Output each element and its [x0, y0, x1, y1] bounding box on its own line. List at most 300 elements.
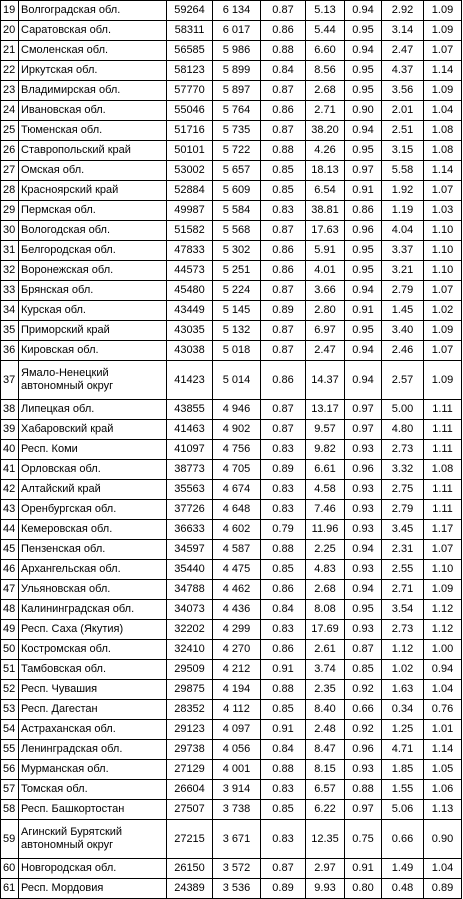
table-row	[1, 121, 462, 141]
value-f-cell: 3.21	[382, 261, 424, 281]
value-g-cell: 1.09	[424, 361, 462, 400]
table-row	[1, 361, 462, 400]
region-name-cell: Респ. Дагестан	[19, 700, 167, 720]
value-a-cell: 55046	[167, 101, 213, 121]
value-f-cell: 2.79	[382, 500, 424, 520]
value-e-cell: 0.94	[345, 361, 382, 400]
value-b-cell: 5 018	[213, 341, 261, 361]
value-c-cell: 0.88	[261, 540, 306, 560]
row-number-cell: 29	[1, 201, 19, 221]
value-f-cell: 1.85	[382, 760, 424, 780]
table-row	[1, 261, 462, 281]
value-d-cell: 9.57	[306, 420, 345, 440]
region-name-cell: Липецкая обл.	[19, 400, 167, 420]
value-d-cell: 8.47	[306, 740, 345, 760]
value-b-cell: 4 056	[213, 740, 261, 760]
value-e-cell: 0.95	[345, 21, 382, 41]
value-b-cell: 4 212	[213, 660, 261, 680]
region-name-cell: Вологодская обл.	[19, 221, 167, 241]
row-number-cell: 53	[1, 700, 19, 720]
value-c-cell: 0.83	[261, 820, 306, 859]
table-row	[1, 341, 462, 361]
row-number-cell: 54	[1, 720, 19, 740]
value-c-cell: 0.83	[261, 780, 306, 800]
value-g-cell: 1.08	[424, 460, 462, 480]
value-f-cell: 3.54	[382, 600, 424, 620]
value-a-cell: 51716	[167, 121, 213, 141]
table-row	[1, 660, 462, 680]
row-number-cell: 32	[1, 261, 19, 281]
value-d-cell: 4.58	[306, 480, 345, 500]
value-g-cell: 1.14	[424, 740, 462, 760]
value-e-cell: 0.97	[345, 420, 382, 440]
value-e-cell: 0.95	[345, 261, 382, 281]
value-a-cell: 26150	[167, 859, 213, 879]
value-c-cell: 0.83	[261, 620, 306, 640]
value-a-cell: 56585	[167, 41, 213, 61]
row-number-cell: 36	[1, 341, 19, 361]
value-g-cell: 1.10	[424, 221, 462, 241]
value-d-cell: 4.83	[306, 560, 345, 580]
table-row	[1, 460, 462, 480]
table-row	[1, 41, 462, 61]
table-row	[1, 720, 462, 740]
value-g-cell: 1.07	[424, 341, 462, 361]
value-a-cell: 41423	[167, 361, 213, 400]
value-g-cell: 1.11	[424, 500, 462, 520]
row-number-cell: 41	[1, 460, 19, 480]
value-f-cell: 3.15	[382, 141, 424, 161]
value-f-cell: 0.66	[382, 820, 424, 859]
value-d-cell: 17.63	[306, 221, 345, 241]
region-name-cell: Орловская обл.	[19, 460, 167, 480]
table-row	[1, 101, 462, 121]
value-f-cell: 2.73	[382, 620, 424, 640]
value-e-cell: 0.95	[345, 600, 382, 620]
value-b-cell: 3 671	[213, 820, 261, 859]
value-f-cell: 4.37	[382, 61, 424, 81]
value-a-cell: 27215	[167, 820, 213, 859]
row-number-cell: 60	[1, 859, 19, 879]
value-f-cell: 1.25	[382, 720, 424, 740]
row-number-cell: 57	[1, 780, 19, 800]
value-d-cell: 8.08	[306, 600, 345, 620]
region-name-cell: Респ. Коми	[19, 440, 167, 460]
value-g-cell: 1.11	[424, 400, 462, 420]
table-row	[1, 580, 462, 600]
value-e-cell: 0.94	[345, 540, 382, 560]
row-number-cell: 38	[1, 400, 19, 420]
value-e-cell: 0.93	[345, 500, 382, 520]
value-c-cell: 0.86	[261, 580, 306, 600]
value-f-cell: 2.92	[382, 1, 424, 21]
value-g-cell: 1.09	[424, 1, 462, 21]
value-a-cell: 49987	[167, 201, 213, 221]
row-number-cell: 44	[1, 520, 19, 540]
value-e-cell: 0.93	[345, 560, 382, 580]
value-f-cell: 4.71	[382, 740, 424, 760]
region-name-cell: Ставропольский край	[19, 141, 167, 161]
value-c-cell: 0.88	[261, 680, 306, 700]
value-e-cell: 0.88	[345, 780, 382, 800]
row-number-cell: 58	[1, 800, 19, 820]
value-b-cell: 5 584	[213, 201, 261, 221]
table-row	[1, 680, 462, 700]
region-name-cell: Ленинградская обл.	[19, 740, 167, 760]
value-f-cell: 0.48	[382, 879, 424, 899]
value-a-cell: 29123	[167, 720, 213, 740]
value-g-cell: 1.02	[424, 301, 462, 321]
value-d-cell: 3.66	[306, 281, 345, 301]
value-c-cell: 0.89	[261, 879, 306, 899]
value-e-cell: 0.95	[345, 81, 382, 101]
value-f-cell: 5.58	[382, 161, 424, 181]
value-c-cell: 0.83	[261, 500, 306, 520]
region-name-cell: Воронежская обл.	[19, 261, 167, 281]
value-e-cell: 0.85	[345, 660, 382, 680]
region-name-cell: Пензенская обл.	[19, 540, 167, 560]
value-e-cell: 0.91	[345, 859, 382, 879]
region-name-cell: Хабаровский край	[19, 420, 167, 440]
value-b-cell: 3 738	[213, 800, 261, 820]
region-name-cell: Респ. Саха (Якутия)	[19, 620, 167, 640]
region-name-cell: Омская обл.	[19, 161, 167, 181]
value-b-cell: 4 946	[213, 400, 261, 420]
value-c-cell: 0.85	[261, 800, 306, 820]
region-name-cell: Смоленская обл.	[19, 41, 167, 61]
value-b-cell: 5 145	[213, 301, 261, 321]
value-g-cell: 1.04	[424, 680, 462, 700]
value-d-cell: 14.37	[306, 361, 345, 400]
value-e-cell: 0.90	[345, 101, 382, 121]
value-a-cell: 58311	[167, 21, 213, 41]
value-e-cell: 0.97	[345, 161, 382, 181]
value-d-cell: 8.15	[306, 760, 345, 780]
value-b-cell: 4 587	[213, 540, 261, 560]
value-e-cell: 0.91	[345, 181, 382, 201]
table-row	[1, 281, 462, 301]
value-f-cell: 2.01	[382, 101, 424, 121]
value-b-cell: 4 436	[213, 600, 261, 620]
value-b-cell: 5 657	[213, 161, 261, 181]
value-a-cell: 32202	[167, 620, 213, 640]
row-number-cell: 22	[1, 61, 19, 81]
value-f-cell: 1.55	[382, 780, 424, 800]
value-d-cell: 38.81	[306, 201, 345, 221]
region-name-cell: Волгоградская обл.	[19, 1, 167, 21]
value-d-cell: 13.17	[306, 400, 345, 420]
value-g-cell: 1.04	[424, 101, 462, 121]
value-b-cell: 4 001	[213, 760, 261, 780]
row-number-cell: 30	[1, 221, 19, 241]
table-row	[1, 400, 462, 420]
value-d-cell: 8.40	[306, 700, 345, 720]
row-number-cell: 20	[1, 21, 19, 41]
value-a-cell: 51582	[167, 221, 213, 241]
row-number-cell: 34	[1, 301, 19, 321]
value-f-cell: 2.51	[382, 121, 424, 141]
row-number-cell: 50	[1, 640, 19, 660]
region-name-cell: Респ. Башкортостан	[19, 800, 167, 820]
value-d-cell: 6.60	[306, 41, 345, 61]
value-g-cell: 1.10	[424, 560, 462, 580]
value-g-cell: 1.07	[424, 181, 462, 201]
value-c-cell: 0.87	[261, 121, 306, 141]
value-b-cell: 5 899	[213, 61, 261, 81]
value-f-cell: 2.73	[382, 440, 424, 460]
table-row	[1, 700, 462, 720]
value-b-cell: 4 299	[213, 620, 261, 640]
table-row	[1, 640, 462, 660]
value-b-cell: 5 764	[213, 101, 261, 121]
table-row	[1, 241, 462, 261]
region-name-cell: Ивановская обл.	[19, 101, 167, 121]
value-d-cell: 7.46	[306, 500, 345, 520]
value-g-cell: 1.09	[424, 580, 462, 600]
table-row	[1, 141, 462, 161]
value-c-cell: 0.88	[261, 760, 306, 780]
value-g-cell: 1.11	[424, 420, 462, 440]
value-d-cell: 12.35	[306, 820, 345, 859]
region-name-cell: Респ. Чувашия	[19, 680, 167, 700]
row-number-cell: 37	[1, 361, 19, 400]
value-b-cell: 5 897	[213, 81, 261, 101]
value-f-cell: 2.75	[382, 480, 424, 500]
table-row	[1, 520, 462, 540]
value-d-cell: 2.80	[306, 301, 345, 321]
value-b-cell: 4 475	[213, 560, 261, 580]
value-g-cell: 1.14	[424, 161, 462, 181]
value-g-cell: 1.01	[424, 720, 462, 740]
value-e-cell: 0.95	[345, 241, 382, 261]
value-c-cell: 0.91	[261, 660, 306, 680]
value-e-cell: 0.97	[345, 800, 382, 820]
value-b-cell: 5 014	[213, 361, 261, 400]
value-f-cell: 3.40	[382, 321, 424, 341]
table-row	[1, 540, 462, 560]
table-row	[1, 820, 462, 859]
region-name-cell: Белгородская обл.	[19, 241, 167, 261]
value-c-cell: 0.89	[261, 301, 306, 321]
value-g-cell: 1.10	[424, 241, 462, 261]
value-e-cell: 0.96	[345, 221, 382, 241]
row-number-cell: 23	[1, 81, 19, 101]
value-b-cell: 3 536	[213, 879, 261, 899]
value-e-cell: 0.93	[345, 480, 382, 500]
value-e-cell: 0.94	[345, 281, 382, 301]
value-g-cell: 1.17	[424, 520, 462, 540]
table-row	[1, 420, 462, 440]
value-b-cell: 5 568	[213, 221, 261, 241]
value-b-cell: 4 705	[213, 460, 261, 480]
row-number-cell: 33	[1, 281, 19, 301]
value-c-cell: 0.87	[261, 81, 306, 101]
value-f-cell: 2.57	[382, 361, 424, 400]
value-f-cell: 1.49	[382, 859, 424, 879]
value-e-cell: 0.94	[345, 121, 382, 141]
value-a-cell: 47833	[167, 241, 213, 261]
value-c-cell: 0.87	[261, 420, 306, 440]
value-c-cell: 0.86	[261, 241, 306, 261]
row-number-cell: 59	[1, 820, 19, 859]
value-d-cell: 2.71	[306, 101, 345, 121]
table-row	[1, 740, 462, 760]
region-name-cell: Владимирская обл.	[19, 81, 167, 101]
value-a-cell: 29738	[167, 740, 213, 760]
value-e-cell: 0.87	[345, 640, 382, 660]
value-f-cell: 1.12	[382, 640, 424, 660]
value-c-cell: 0.85	[261, 560, 306, 580]
value-c-cell: 0.86	[261, 261, 306, 281]
value-e-cell: 0.93	[345, 440, 382, 460]
value-a-cell: 36633	[167, 520, 213, 540]
row-number-cell: 47	[1, 580, 19, 600]
value-a-cell: 41097	[167, 440, 213, 460]
value-d-cell: 17.69	[306, 620, 345, 640]
region-name-cell: Астраханская обл.	[19, 720, 167, 740]
value-b-cell: 4 194	[213, 680, 261, 700]
region-name-cell: Брянская обл.	[19, 281, 167, 301]
region-name-cell: Ульяновская обл.	[19, 580, 167, 600]
value-g-cell: 1.09	[424, 21, 462, 41]
value-e-cell: 0.93	[345, 520, 382, 540]
value-c-cell: 0.87	[261, 321, 306, 341]
value-c-cell: 0.86	[261, 361, 306, 400]
value-c-cell: 0.87	[261, 400, 306, 420]
value-b-cell: 5 132	[213, 321, 261, 341]
value-e-cell: 0.91	[345, 301, 382, 321]
value-d-cell: 4.26	[306, 141, 345, 161]
table-row	[1, 81, 462, 101]
value-d-cell: 2.35	[306, 680, 345, 700]
value-a-cell: 59264	[167, 1, 213, 21]
value-d-cell: 6.54	[306, 181, 345, 201]
value-f-cell: 3.56	[382, 81, 424, 101]
value-f-cell: 2.31	[382, 540, 424, 560]
value-e-cell: 0.93	[345, 760, 382, 780]
table-row	[1, 21, 462, 41]
value-a-cell: 24389	[167, 879, 213, 899]
region-name-cell: Кемеровская обл.	[19, 520, 167, 540]
value-e-cell: 0.95	[345, 141, 382, 161]
table-row	[1, 879, 462, 899]
row-number-cell: 45	[1, 540, 19, 560]
value-e-cell: 0.94	[345, 41, 382, 61]
region-name-cell: Костромская обл.	[19, 640, 167, 660]
table-row	[1, 1, 462, 21]
row-number-cell: 52	[1, 680, 19, 700]
value-a-cell: 35440	[167, 560, 213, 580]
value-d-cell: 2.68	[306, 580, 345, 600]
value-c-cell: 0.86	[261, 640, 306, 660]
row-number-cell: 46	[1, 560, 19, 580]
value-a-cell: 43038	[167, 341, 213, 361]
value-a-cell: 41463	[167, 420, 213, 440]
value-b-cell: 5 609	[213, 181, 261, 201]
value-f-cell: 2.46	[382, 341, 424, 361]
value-d-cell: 5.13	[306, 1, 345, 21]
region-name-cell: Кировская обл.	[19, 341, 167, 361]
value-b-cell: 3 914	[213, 780, 261, 800]
table-row	[1, 301, 462, 321]
value-f-cell: 3.32	[382, 460, 424, 480]
value-g-cell: 1.07	[424, 281, 462, 301]
region-name-cell: Томская обл.	[19, 780, 167, 800]
value-e-cell: 0.95	[345, 321, 382, 341]
row-number-cell: 25	[1, 121, 19, 141]
table-row	[1, 859, 462, 879]
value-b-cell: 3 572	[213, 859, 261, 879]
value-g-cell: 0.76	[424, 700, 462, 720]
table-row	[1, 161, 462, 181]
value-b-cell: 5 251	[213, 261, 261, 281]
value-d-cell: 4.01	[306, 261, 345, 281]
value-g-cell: 1.11	[424, 480, 462, 500]
value-a-cell: 34073	[167, 600, 213, 620]
value-c-cell: 0.88	[261, 41, 306, 61]
value-a-cell: 27129	[167, 760, 213, 780]
row-number-cell: 24	[1, 101, 19, 121]
value-a-cell: 45480	[167, 281, 213, 301]
row-number-cell: 49	[1, 620, 19, 640]
region-name-cell: Мурманская обл.	[19, 760, 167, 780]
value-c-cell: 0.86	[261, 101, 306, 121]
value-f-cell: 5.06	[382, 800, 424, 820]
row-number-cell: 51	[1, 660, 19, 680]
value-d-cell: 2.47	[306, 341, 345, 361]
value-e-cell: 0.92	[345, 680, 382, 700]
value-g-cell: 1.05	[424, 760, 462, 780]
value-a-cell: 44573	[167, 261, 213, 281]
value-c-cell: 0.84	[261, 61, 306, 81]
region-name-cell: Иркутская обл.	[19, 61, 167, 81]
value-d-cell: 2.61	[306, 640, 345, 660]
value-a-cell: 43035	[167, 321, 213, 341]
value-a-cell: 27507	[167, 800, 213, 820]
value-e-cell: 0.86	[345, 201, 382, 221]
value-f-cell: 2.47	[382, 41, 424, 61]
value-c-cell: 0.89	[261, 460, 306, 480]
value-c-cell: 0.83	[261, 201, 306, 221]
value-a-cell: 35563	[167, 480, 213, 500]
value-g-cell: 1.07	[424, 540, 462, 560]
table-row	[1, 560, 462, 580]
table-row	[1, 480, 462, 500]
value-f-cell: 2.79	[382, 281, 424, 301]
value-d-cell: 18.13	[306, 161, 345, 181]
value-a-cell: 28352	[167, 700, 213, 720]
value-a-cell: 26604	[167, 780, 213, 800]
region-name-cell: Ямало-Ненецкий автономный округ	[19, 361, 167, 400]
table-row	[1, 620, 462, 640]
value-b-cell: 5 722	[213, 141, 261, 161]
row-number-cell: 55	[1, 740, 19, 760]
value-d-cell: 5.44	[306, 21, 345, 41]
value-c-cell: 0.84	[261, 740, 306, 760]
value-g-cell: 1.08	[424, 121, 462, 141]
region-name-cell: Саратовская обл.	[19, 21, 167, 41]
value-c-cell: 0.84	[261, 600, 306, 620]
value-a-cell: 50101	[167, 141, 213, 161]
value-a-cell: 43855	[167, 400, 213, 420]
value-b-cell: 4 648	[213, 500, 261, 520]
table-body	[1, 1, 462, 899]
row-number-cell: 27	[1, 161, 19, 181]
value-c-cell: 0.83	[261, 480, 306, 500]
region-name-cell: Архангельская обл.	[19, 560, 167, 580]
value-a-cell: 57770	[167, 81, 213, 101]
value-f-cell: 1.63	[382, 680, 424, 700]
